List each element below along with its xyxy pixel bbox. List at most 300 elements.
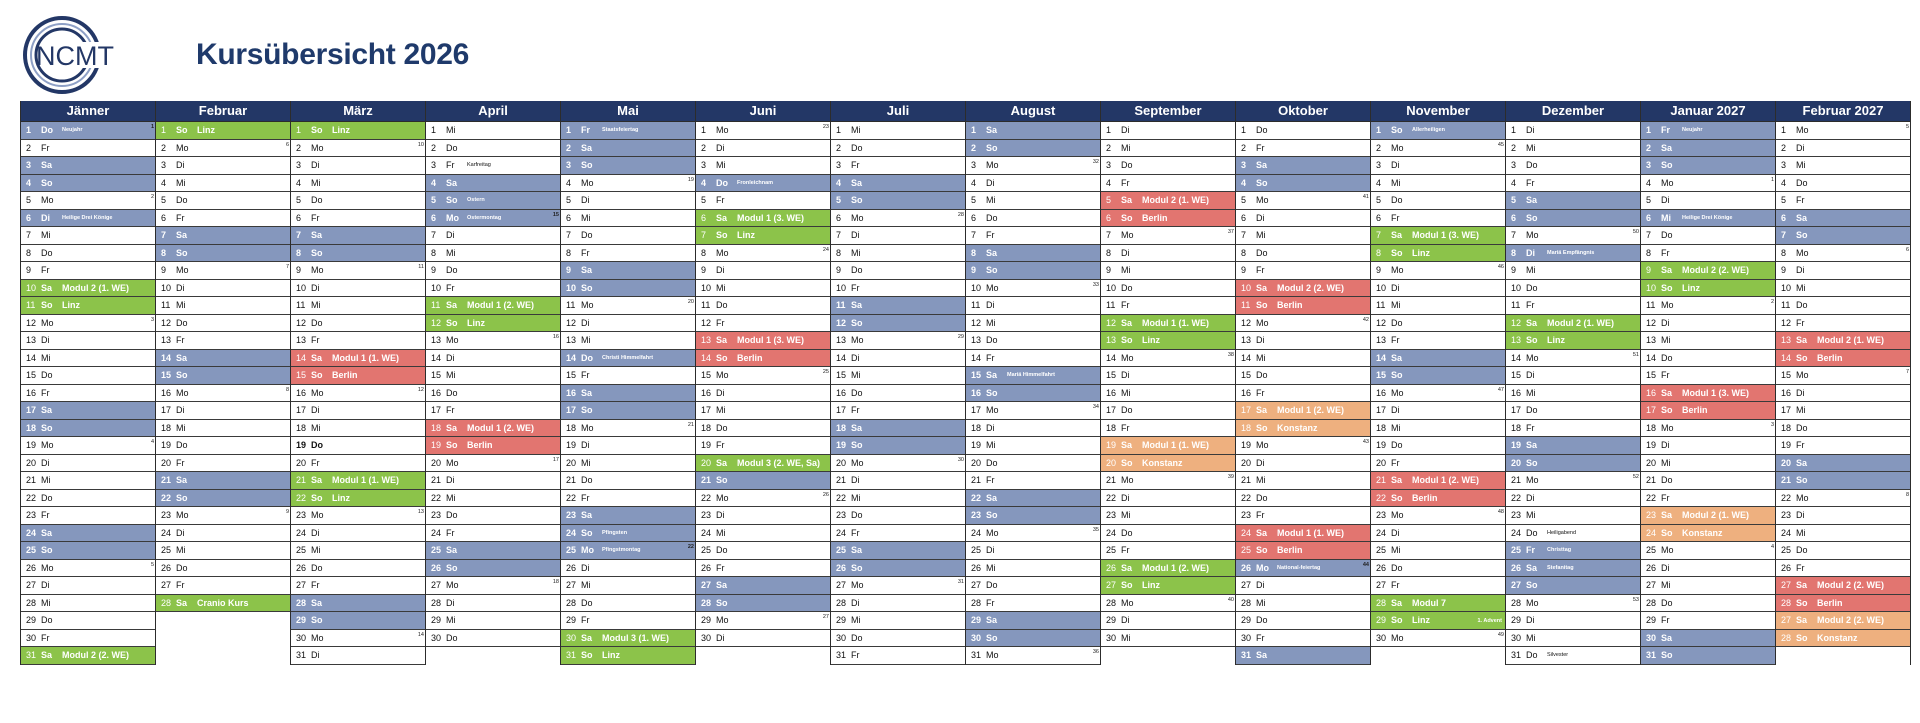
day-cell[interactable] — [291, 350, 425, 368]
day-cell[interactable] — [696, 332, 830, 350]
day-cell[interactable] — [1641, 262, 1775, 280]
day-cell[interactable] — [1776, 437, 1910, 455]
day-cell[interactable] — [1371, 210, 1505, 228]
day-cell[interactable] — [1371, 472, 1505, 490]
day-cell[interactable] — [156, 332, 290, 350]
day-cell[interactable] — [561, 315, 695, 333]
day-cell[interactable] — [1506, 647, 1640, 665]
day-cell[interactable] — [156, 297, 290, 315]
day-cell[interactable] — [426, 210, 560, 228]
day-cell[interactable] — [1101, 262, 1235, 280]
day-cell[interactable] — [1236, 367, 1370, 385]
day-cell[interactable] — [426, 385, 560, 403]
day-cell[interactable] — [831, 472, 965, 490]
day-cell[interactable] — [291, 157, 425, 175]
day-cell[interactable] — [831, 490, 965, 508]
day-cell[interactable] — [426, 262, 560, 280]
day-cell[interactable] — [1236, 175, 1370, 193]
day-cell[interactable] — [696, 157, 830, 175]
day-cell[interactable] — [696, 122, 830, 140]
day-cell[interactable] — [696, 595, 830, 613]
day-cell[interactable] — [291, 560, 425, 578]
day-cell[interactable] — [1236, 507, 1370, 525]
day-cell[interactable] — [1506, 350, 1640, 368]
day-cell[interactable] — [156, 542, 290, 560]
day-cell[interactable] — [156, 350, 290, 368]
day-cell[interactable] — [1101, 560, 1235, 578]
day-cell[interactable] — [156, 525, 290, 543]
day-cell[interactable] — [1101, 140, 1235, 158]
day-cell[interactable] — [966, 175, 1100, 193]
day-cell[interactable] — [1236, 210, 1370, 228]
day-cell[interactable] — [1101, 227, 1235, 245]
day-cell[interactable] — [1101, 402, 1235, 420]
day-cell[interactable] — [1506, 490, 1640, 508]
day-cell[interactable] — [291, 227, 425, 245]
day-cell[interactable] — [696, 542, 830, 560]
day-cell[interactable] — [561, 542, 695, 560]
day-cell[interactable] — [291, 542, 425, 560]
day-cell[interactable] — [1641, 350, 1775, 368]
day-cell[interactable] — [1236, 420, 1370, 438]
day-cell[interactable] — [1776, 297, 1910, 315]
day-cell[interactable] — [1101, 175, 1235, 193]
day-cell[interactable] — [291, 525, 425, 543]
day-cell[interactable] — [156, 280, 290, 298]
day-cell[interactable] — [156, 122, 290, 140]
day-cell[interactable] — [156, 192, 290, 210]
day-cell[interactable] — [1641, 525, 1775, 543]
day-cell[interactable] — [696, 297, 830, 315]
day-cell[interactable] — [426, 122, 560, 140]
day-cell[interactable] — [1641, 542, 1775, 560]
day-cell[interactable] — [1776, 402, 1910, 420]
day-cell[interactable] — [21, 350, 155, 368]
day-cell[interactable] — [561, 122, 695, 140]
day-cell[interactable] — [561, 437, 695, 455]
day-cell[interactable] — [831, 350, 965, 368]
day-cell[interactable] — [21, 525, 155, 543]
day-cell[interactable] — [1776, 507, 1910, 525]
day-cell[interactable] — [1641, 227, 1775, 245]
day-cell[interactable] — [291, 315, 425, 333]
day-cell[interactable] — [1371, 437, 1505, 455]
day-cell[interactable] — [291, 245, 425, 263]
day-cell[interactable] — [1506, 175, 1640, 193]
day-cell[interactable] — [1776, 227, 1910, 245]
day-cell[interactable] — [966, 402, 1100, 420]
day-cell[interactable] — [1641, 332, 1775, 350]
day-cell[interactable] — [966, 595, 1100, 613]
day-cell[interactable] — [1236, 280, 1370, 298]
day-cell[interactable] — [426, 175, 560, 193]
day-cell[interactable] — [831, 612, 965, 630]
day-cell[interactable] — [426, 472, 560, 490]
day-cell[interactable] — [426, 595, 560, 613]
day-cell[interactable] — [696, 472, 830, 490]
day-cell[interactable] — [1101, 472, 1235, 490]
day-cell[interactable] — [831, 315, 965, 333]
day-cell[interactable] — [1236, 350, 1370, 368]
day-cell[interactable] — [561, 560, 695, 578]
day-cell[interactable] — [1236, 647, 1370, 665]
day-cell[interactable] — [1371, 577, 1505, 595]
day-cell[interactable] — [1236, 577, 1370, 595]
day-cell[interactable] — [1101, 577, 1235, 595]
day-cell[interactable] — [1236, 525, 1370, 543]
day-cell[interactable] — [1371, 315, 1505, 333]
day-cell[interactable] — [966, 140, 1100, 158]
day-cell[interactable] — [21, 420, 155, 438]
day-cell[interactable] — [156, 227, 290, 245]
day-cell[interactable] — [696, 367, 830, 385]
day-cell[interactable] — [831, 560, 965, 578]
day-cell[interactable] — [1506, 577, 1640, 595]
day-cell[interactable] — [1776, 192, 1910, 210]
day-cell[interactable] — [696, 455, 830, 473]
day-cell[interactable] — [291, 140, 425, 158]
day-cell[interactable] — [561, 595, 695, 613]
day-cell[interactable] — [966, 315, 1100, 333]
day-cell[interactable] — [561, 455, 695, 473]
day-cell[interactable] — [561, 630, 695, 648]
day-cell[interactable] — [291, 630, 425, 648]
day-cell[interactable] — [1236, 437, 1370, 455]
day-cell[interactable] — [561, 490, 695, 508]
day-cell[interactable] — [291, 595, 425, 613]
day-cell[interactable] — [21, 140, 155, 158]
day-cell[interactable] — [561, 227, 695, 245]
day-cell[interactable] — [696, 525, 830, 543]
day-cell[interactable] — [966, 630, 1100, 648]
day-cell[interactable] — [1371, 402, 1505, 420]
day-cell[interactable] — [1506, 437, 1640, 455]
day-cell[interactable] — [426, 560, 560, 578]
day-cell[interactable] — [696, 630, 830, 648]
day-cell[interactable] — [426, 280, 560, 298]
day-cell[interactable] — [1371, 122, 1505, 140]
day-cell[interactable] — [966, 525, 1100, 543]
day-cell[interactable] — [291, 385, 425, 403]
day-cell[interactable] — [561, 420, 695, 438]
day-cell[interactable] — [426, 245, 560, 263]
day-cell[interactable] — [966, 437, 1100, 455]
day-cell[interactable] — [1506, 122, 1640, 140]
day-cell[interactable] — [426, 140, 560, 158]
day-cell[interactable] — [1641, 140, 1775, 158]
day-cell[interactable] — [831, 455, 965, 473]
day-cell[interactable] — [1506, 630, 1640, 648]
day-cell[interactable] — [1236, 630, 1370, 648]
day-cell[interactable] — [561, 157, 695, 175]
day-cell[interactable] — [1776, 367, 1910, 385]
day-cell[interactable] — [696, 210, 830, 228]
day-cell[interactable] — [1506, 245, 1640, 263]
day-cell[interactable] — [1776, 315, 1910, 333]
day-cell[interactable] — [291, 577, 425, 595]
day-cell[interactable] — [561, 245, 695, 263]
day-cell[interactable] — [1776, 420, 1910, 438]
day-cell[interactable] — [966, 455, 1100, 473]
day-cell[interactable] — [1641, 402, 1775, 420]
day-cell[interactable] — [1506, 525, 1640, 543]
day-cell[interactable] — [1641, 157, 1775, 175]
day-cell[interactable] — [1776, 577, 1910, 595]
day-cell[interactable] — [1371, 262, 1505, 280]
day-cell[interactable] — [21, 490, 155, 508]
day-cell[interactable] — [1371, 227, 1505, 245]
day-cell[interactable] — [21, 472, 155, 490]
day-cell[interactable] — [156, 245, 290, 263]
day-cell[interactable] — [831, 192, 965, 210]
day-cell[interactable] — [1776, 385, 1910, 403]
day-cell[interactable] — [696, 245, 830, 263]
day-cell[interactable] — [1506, 297, 1640, 315]
day-cell[interactable] — [426, 332, 560, 350]
day-cell[interactable] — [291, 280, 425, 298]
day-cell[interactable] — [1776, 560, 1910, 578]
day-cell[interactable] — [21, 455, 155, 473]
day-cell[interactable] — [156, 367, 290, 385]
day-cell[interactable] — [1776, 157, 1910, 175]
day-cell[interactable] — [1236, 157, 1370, 175]
day-cell[interactable] — [21, 280, 155, 298]
day-cell[interactable] — [1641, 315, 1775, 333]
day-cell[interactable] — [1776, 490, 1910, 508]
day-cell[interactable] — [831, 437, 965, 455]
day-cell[interactable] — [1506, 595, 1640, 613]
day-cell[interactable] — [21, 297, 155, 315]
day-cell[interactable] — [831, 630, 965, 648]
day-cell[interactable] — [1641, 455, 1775, 473]
day-cell[interactable] — [1101, 332, 1235, 350]
day-cell[interactable] — [831, 542, 965, 560]
day-cell[interactable] — [1641, 192, 1775, 210]
day-cell[interactable] — [1101, 297, 1235, 315]
day-cell[interactable] — [561, 577, 695, 595]
day-cell[interactable] — [1236, 122, 1370, 140]
day-cell[interactable] — [1101, 542, 1235, 560]
day-cell[interactable] — [1371, 350, 1505, 368]
day-cell[interactable] — [561, 367, 695, 385]
day-cell[interactable] — [156, 315, 290, 333]
day-cell[interactable] — [1101, 525, 1235, 543]
day-cell[interactable] — [1371, 612, 1505, 630]
day-cell[interactable] — [1641, 612, 1775, 630]
day-cell[interactable] — [1506, 560, 1640, 578]
day-cell[interactable] — [291, 122, 425, 140]
day-cell[interactable] — [426, 455, 560, 473]
day-cell[interactable] — [1236, 140, 1370, 158]
day-cell[interactable] — [966, 350, 1100, 368]
day-cell[interactable] — [1776, 595, 1910, 613]
day-cell[interactable] — [1236, 227, 1370, 245]
day-cell[interactable] — [426, 507, 560, 525]
day-cell[interactable] — [1641, 420, 1775, 438]
day-cell[interactable] — [426, 402, 560, 420]
day-cell[interactable] — [1101, 157, 1235, 175]
day-cell[interactable] — [21, 210, 155, 228]
day-cell[interactable] — [156, 455, 290, 473]
day-cell[interactable] — [21, 577, 155, 595]
day-cell[interactable] — [1371, 507, 1505, 525]
day-cell[interactable] — [696, 490, 830, 508]
day-cell[interactable] — [1506, 472, 1640, 490]
day-cell[interactable] — [21, 367, 155, 385]
day-cell[interactable] — [1641, 472, 1775, 490]
day-cell[interactable] — [1776, 350, 1910, 368]
day-cell[interactable] — [1236, 262, 1370, 280]
day-cell[interactable] — [1236, 560, 1370, 578]
day-cell[interactable] — [1371, 332, 1505, 350]
day-cell[interactable] — [1641, 437, 1775, 455]
day-cell[interactable] — [1101, 210, 1235, 228]
day-cell[interactable] — [1371, 542, 1505, 560]
day-cell[interactable] — [696, 560, 830, 578]
day-cell[interactable] — [1776, 210, 1910, 228]
day-cell[interactable] — [1236, 385, 1370, 403]
day-cell[interactable] — [1506, 280, 1640, 298]
day-cell[interactable] — [831, 227, 965, 245]
day-cell[interactable] — [1101, 630, 1235, 648]
day-cell[interactable] — [966, 542, 1100, 560]
day-cell[interactable] — [1641, 630, 1775, 648]
day-cell[interactable] — [1236, 192, 1370, 210]
day-cell[interactable] — [1776, 245, 1910, 263]
day-cell[interactable] — [21, 507, 155, 525]
day-cell[interactable] — [1506, 192, 1640, 210]
day-cell[interactable] — [831, 262, 965, 280]
day-cell[interactable] — [1371, 560, 1505, 578]
day-cell[interactable] — [966, 210, 1100, 228]
day-cell[interactable] — [831, 525, 965, 543]
day-cell[interactable] — [1776, 175, 1910, 193]
day-cell[interactable] — [696, 227, 830, 245]
day-cell[interactable] — [291, 402, 425, 420]
day-cell[interactable] — [21, 192, 155, 210]
day-cell[interactable] — [156, 577, 290, 595]
day-cell[interactable] — [561, 192, 695, 210]
day-cell[interactable] — [426, 612, 560, 630]
day-cell[interactable] — [21, 385, 155, 403]
day-cell[interactable] — [21, 262, 155, 280]
day-cell[interactable] — [156, 262, 290, 280]
day-cell[interactable] — [696, 612, 830, 630]
day-cell[interactable] — [1371, 455, 1505, 473]
day-cell[interactable] — [1101, 455, 1235, 473]
day-cell[interactable] — [1641, 245, 1775, 263]
day-cell[interactable] — [1641, 595, 1775, 613]
day-cell[interactable] — [966, 560, 1100, 578]
day-cell[interactable] — [1101, 280, 1235, 298]
day-cell[interactable] — [1776, 332, 1910, 350]
day-cell[interactable] — [561, 140, 695, 158]
day-cell[interactable] — [291, 420, 425, 438]
day-cell[interactable] — [426, 350, 560, 368]
day-cell[interactable] — [21, 437, 155, 455]
day-cell[interactable] — [1101, 612, 1235, 630]
day-cell[interactable] — [1236, 542, 1370, 560]
day-cell[interactable] — [1641, 385, 1775, 403]
day-cell[interactable] — [21, 402, 155, 420]
day-cell[interactable] — [831, 595, 965, 613]
day-cell[interactable] — [1371, 157, 1505, 175]
day-cell[interactable] — [1101, 507, 1235, 525]
day-cell[interactable] — [291, 472, 425, 490]
day-cell[interactable] — [1371, 175, 1505, 193]
day-cell[interactable] — [426, 297, 560, 315]
day-cell[interactable] — [1506, 367, 1640, 385]
day-cell[interactable] — [966, 472, 1100, 490]
day-cell[interactable] — [426, 630, 560, 648]
day-cell[interactable] — [1776, 525, 1910, 543]
day-cell[interactable] — [1641, 297, 1775, 315]
day-cell[interactable] — [1641, 507, 1775, 525]
day-cell[interactable] — [1101, 595, 1235, 613]
day-cell[interactable] — [831, 280, 965, 298]
day-cell[interactable] — [831, 332, 965, 350]
day-cell[interactable] — [831, 122, 965, 140]
day-cell[interactable] — [696, 350, 830, 368]
day-cell[interactable] — [426, 157, 560, 175]
day-cell[interactable] — [21, 332, 155, 350]
day-cell[interactable] — [1236, 332, 1370, 350]
day-cell[interactable] — [966, 420, 1100, 438]
day-cell[interactable] — [1371, 385, 1505, 403]
day-cell[interactable] — [156, 437, 290, 455]
day-cell[interactable] — [966, 612, 1100, 630]
day-cell[interactable] — [561, 210, 695, 228]
day-cell[interactable] — [291, 332, 425, 350]
day-cell[interactable] — [156, 157, 290, 175]
day-cell[interactable] — [696, 385, 830, 403]
day-cell[interactable] — [1371, 595, 1505, 613]
day-cell[interactable] — [561, 175, 695, 193]
day-cell[interactable] — [831, 507, 965, 525]
day-cell[interactable] — [831, 385, 965, 403]
day-cell[interactable] — [1101, 367, 1235, 385]
day-cell[interactable] — [1641, 210, 1775, 228]
day-cell[interactable] — [1371, 192, 1505, 210]
day-cell[interactable] — [561, 262, 695, 280]
day-cell[interactable] — [831, 647, 965, 665]
day-cell[interactable] — [291, 647, 425, 665]
day-cell[interactable] — [966, 297, 1100, 315]
day-cell[interactable] — [426, 420, 560, 438]
day-cell[interactable] — [1506, 402, 1640, 420]
day-cell[interactable] — [696, 420, 830, 438]
day-cell[interactable] — [561, 385, 695, 403]
day-cell[interactable] — [426, 367, 560, 385]
day-cell[interactable] — [966, 157, 1100, 175]
day-cell[interactable] — [21, 227, 155, 245]
day-cell[interactable] — [1506, 210, 1640, 228]
day-cell[interactable] — [1371, 280, 1505, 298]
day-cell[interactable] — [156, 507, 290, 525]
day-cell[interactable] — [1506, 612, 1640, 630]
day-cell[interactable] — [1506, 385, 1640, 403]
day-cell[interactable] — [1101, 437, 1235, 455]
day-cell[interactable] — [21, 157, 155, 175]
day-cell[interactable] — [1101, 420, 1235, 438]
day-cell[interactable] — [696, 192, 830, 210]
day-cell[interactable] — [291, 612, 425, 630]
day-cell[interactable] — [966, 385, 1100, 403]
day-cell[interactable] — [156, 472, 290, 490]
day-cell[interactable] — [831, 245, 965, 263]
day-cell[interactable] — [561, 350, 695, 368]
day-cell[interactable] — [1776, 630, 1910, 648]
